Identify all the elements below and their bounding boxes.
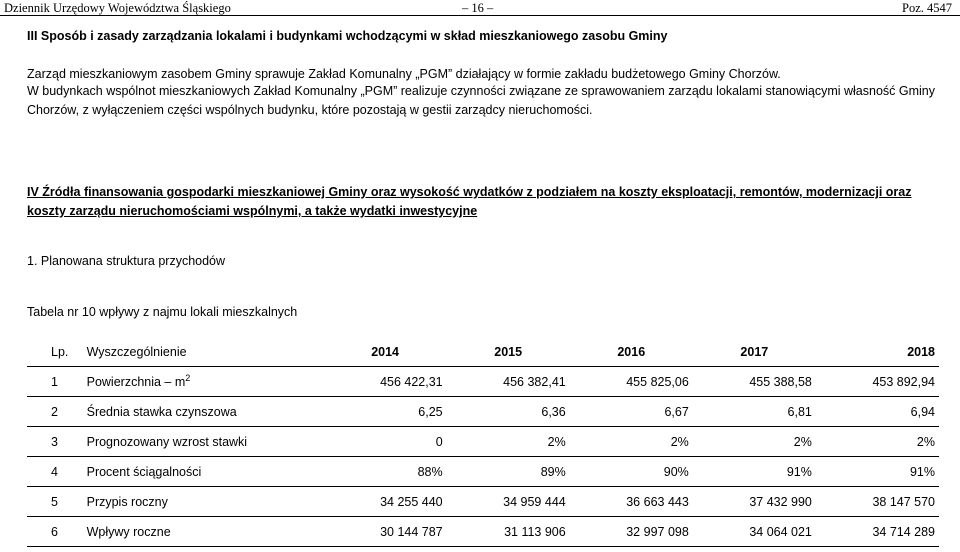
row-value-2017: 37 432 990 [693,487,816,517]
section-3-title: III Sposób i zasady zarządzania lokalami i budynkami wchodzącymi w skład mieszkaniowego zasobu Gminy [27,29,668,43]
row-name-text: Wpływy roczne [86,524,171,539]
row-lp: 6 [27,517,83,547]
row-name-text: Prognozowany wzrost stawki [86,434,248,449]
row-value-2018: 91% [816,457,939,487]
page-number: – 16 – [462,1,494,15]
header-2015: 2015 [447,337,570,367]
section-3-para-1: Zarząd mieszkaniowym zasobem Gminy sprawuje Zakład Komunalny „PGM” działający w formie zakładu budżetowego Gminy Chorzów. [27,67,781,81]
row-name-text: Powierzchnia – m [86,375,186,390]
row-name [83,487,324,517]
row-value-2015: 89% [447,457,570,487]
header-2017: 2017 [693,337,816,367]
row-value-2015: 2% [447,427,570,457]
row-value-2015: 6,36 [447,397,570,427]
row-value-2018: 34 714 289 [816,517,939,547]
row-value-2016: 455 825,06 [570,367,693,397]
position-number: Poz. 4547 [902,1,952,15]
row-lp: 1 [27,367,83,397]
row-value-2018: 6,94 [816,397,939,427]
row-value-2014: 0 [324,427,447,457]
row-value-2017: 34 064 021 [693,517,816,547]
row-name [83,517,324,547]
revenue-table [27,337,939,547]
row-value-2014: 6,25 [324,397,447,427]
row-value-2017: 91% [693,457,816,487]
row-name [83,397,324,427]
table-caption: Tabela nr 10 wpływy z najmu lokali mieszkalnych [27,305,298,319]
row-value-2015: 456 382,41 [447,367,570,397]
table-row [27,367,939,397]
row-name-text: Procent ściągalności [86,464,202,479]
row-value-2016: 6,67 [570,397,693,427]
row-value-2016: 2% [570,427,693,457]
subsection-title: 1. Planowana struktura przychodów [27,254,226,268]
row-value-2016: 90% [570,457,693,487]
row-value-2018: 453 892,94 [816,367,939,397]
header-name: Wyszczególnienie [83,337,324,367]
row-lp: 3 [27,427,83,457]
row-value-2016: 32 997 098 [570,517,693,547]
table-row [27,457,939,487]
row-value-2017: 6,81 [693,397,816,427]
header-2014: 2014 [324,337,447,367]
row-name-text: Średnia stawka czynszowa [86,404,237,419]
row-lp: 4 [27,457,83,487]
row-lp: 2 [27,397,83,427]
row-value-2018: 2% [816,427,939,457]
row-value-2017: 455 388,58 [693,367,816,397]
journal-title: Dziennik Urzędowy Województwa Śląskiego [4,1,231,15]
row-value-2015: 31 113 906 [447,517,570,547]
row-value-2014: 34 255 440 [324,487,447,517]
table-row [27,487,939,517]
table-row [27,517,939,547]
row-value-2014: 88% [324,457,447,487]
header-2016: 2016 [570,337,693,367]
row-value-2015: 34 959 444 [447,487,570,517]
header-rule [0,15,960,16]
row-value-2018: 38 147 570 [816,487,939,517]
row-name [83,367,324,397]
row-lp: 5 [27,487,83,517]
row-name-superscript: 2 [185,373,191,384]
section-3-para-2: W budynkach wspólnot mieszkaniowych Zakład Komunalny „PGM” realizuje czynności związane ze sprawowaniem zarządu lokalami stanowiącymi własność Gminy Chorzów, z wyłączeniem części wspólnych budynku, które pozostają w gestii zarządcy nieruchomości. [27,84,936,117]
header-lp: Lp. [27,337,83,367]
row-name [83,427,324,457]
table-header-row [27,337,939,367]
section-4-title: IV Źródła finansowania gospodarki mieszkaniowej Gminy oraz wysokość wydatków z podziałem na koszty eksploatacji, remontów, modernizacji oraz koszty zarządu nieruchomościami wspólnymi, a także wydatki inwestycyjne [27,185,912,218]
row-value-2017: 2% [693,427,816,457]
header-2018: 2018 [816,337,939,367]
row-name-text: Przypis roczny [86,494,168,509]
row-value-2016: 36 663 443 [570,487,693,517]
table-row [27,397,939,427]
row-name [83,457,324,487]
row-value-2014: 456 422,31 [324,367,447,397]
table-row [27,427,939,457]
row-value-2014: 30 144 787 [324,517,447,547]
